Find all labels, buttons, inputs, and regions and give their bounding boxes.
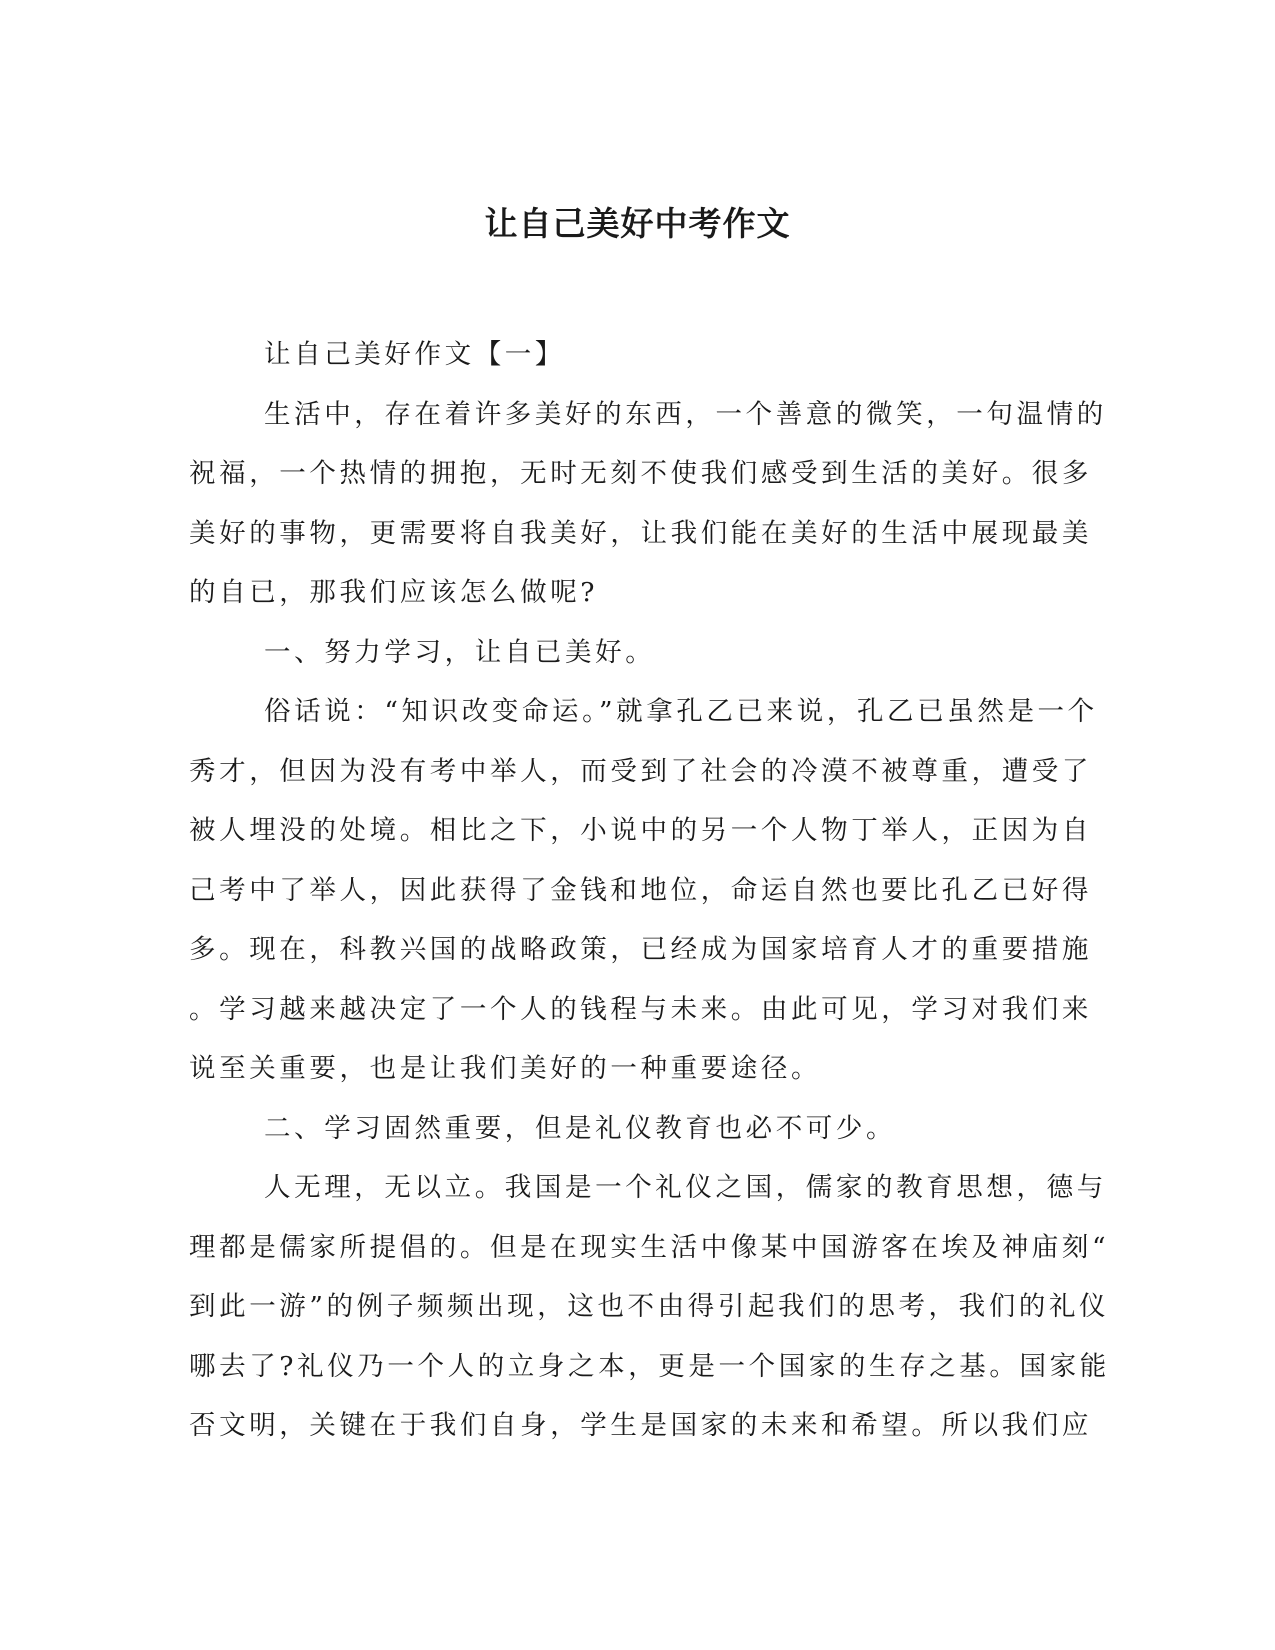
paragraph-line: 哪去了?礼仪乃一个人的立身之本，更是一个国家的生存之基。国家能 (189, 1350, 1110, 1382)
paragraph-line: 的自已，那我们应该怎么做呢? (189, 577, 599, 608)
paragraph-line: 俗话说：“知识改变命运。”就拿孔乙已来说，孔乙已虽然是一个 (264, 696, 1098, 727)
paragraph-line: 己考中了举人，因此获得了金钱和地位，命运自然也要比孔乙已好得 (189, 874, 1092, 906)
section-heading: 让自己美好作文【一】 (264, 339, 565, 370)
paragraph-line: 理都是儒家所提倡的。但是在现实生活中像某中国游客在埃及神庙刻“ (189, 1231, 1110, 1263)
paragraph-line: 多。现在，科教兴国的战略政策，已经成为国家培育人才的重要措施 (189, 934, 1092, 965)
paragraph-line: 美好的事物，更需要将自我美好，让我们能在美好的生活中展现最美 (189, 517, 1092, 549)
point-heading: 一、努力学习，让自已美好。 (264, 636, 656, 668)
paragraph-line: 否文明，关键在于我们自身，学生是国家的未来和希望。所以我们应 (189, 1410, 1092, 1441)
paragraph-line: 秀才，但因为没有考中举人，而受到了社会的冷漠不被尊重，遭受了 (189, 755, 1092, 787)
document-title: 让自己美好中考作文 (484, 204, 791, 243)
paragraph-line: 被人埋没的处境。相比之下，小说中的另一个人物丁举人，正因为自 (189, 815, 1092, 846)
paragraph-line: 。学习越来越决定了一个人的钱程与未来。由此可见，学习对我们来 (189, 993, 1092, 1025)
document-body (189, 325, 1110, 1456)
paragraph-line: 人无理，无以立。我国是一个礼仪之国，儒家的教育思想，德与 (264, 1172, 1107, 1203)
paragraph-line: 到此一游”的例子频频出现，这也不由得引起我们的思考，我们的礼仪 (189, 1291, 1110, 1322)
point-heading: 二、学习固然重要，但是礼仪教育也必不可少。 (264, 1112, 897, 1144)
paragraph-line: 生活中，存在着许多美好的东西，一个善意的微笑，一句温情的 (264, 398, 1107, 430)
paragraph-line: 说至关重要，也是让我们美好的一种重要途径。 (189, 1053, 822, 1084)
paragraph-line: 祝福，一个热情的拥抱，无时无刻不使我们感受到生活的美好。很多 (189, 458, 1092, 489)
